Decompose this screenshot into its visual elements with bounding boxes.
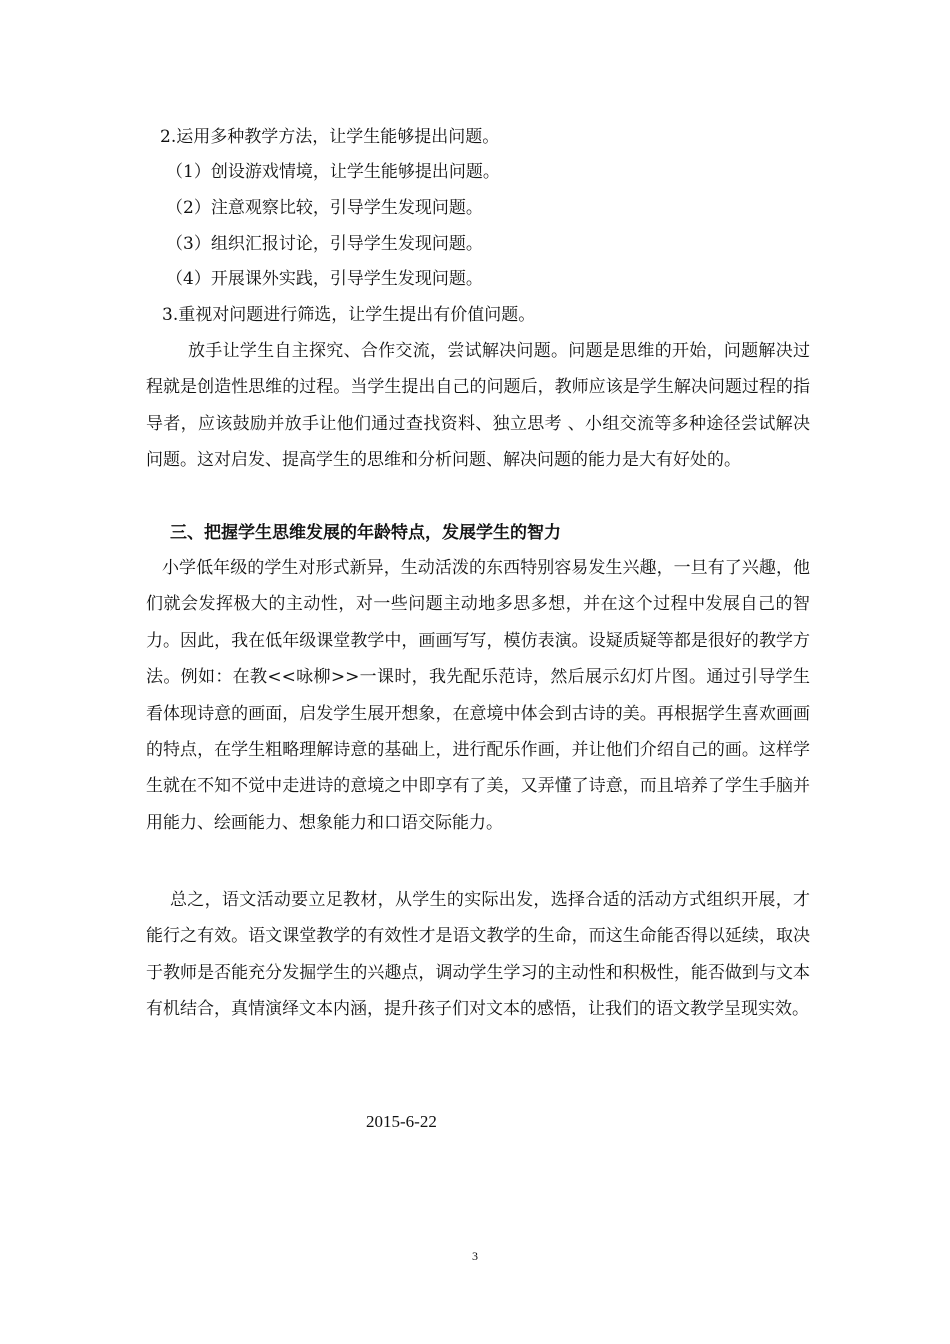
document-date: 2015-6-22 <box>366 1112 437 1131</box>
list-item-2-4: （4）开展课外实践，引导学生发现问题。 <box>166 269 483 289</box>
list-item-3: 3.重视对问题进行筛选，让学生提出有价值问题。 <box>162 305 536 325</box>
list-item-2-1: （1）创设游戏情境，让学生能够提出问题。 <box>166 162 500 182</box>
paragraph-conclusion: 总之，语文活动要立足教材，从学生的实际出发，选择合适的活动方式组织开展，才能行之有效。语文课堂教学的有效性才是语文教学的生命，而这生命能否得以延续，取决于教师是否能充分发掘学生的兴趣点，调动学生学习的主动性和积极性，能否做到与文本有机结合，真情演绎文本内涵，提升孩子们对文本的感悟，让我们的语文教学呈现实效。 <box>146 890 810 1020</box>
list-item-2-2: （2）注意观察比较，引导学生发现问题。 <box>166 198 483 218</box>
page-number: 3 <box>472 1249 478 1263</box>
paragraph-age-characteristics: 小学低年级的学生对形式新异，生动活泼的东西特别容易发生兴趣，一旦有了兴趣，他们就会发挥极大的主动性，对一些问题主动地多思多想，并在这个过程中发展自己的智力。因此，我在低年级课堂教学中，画画写写，模仿表演。设疑质疑等都是很好的教学方法。例如：在教<<咏柳>>一课时，我先配乐范诗，然后展示幻灯片图。通过引导学生看体现诗意的画面，启发学生展开想象，在意境中体会到古诗的美。再根据学生喜欢画画的特点，在学生粗略理解诗意的基础上，进行配乐作画，并让他们介绍自己的画。这样学生就在不知不觉中走进诗的意境之中即享有了美，又弄懂了诗意，而且培养了学生手脑并用能力、绘画能力、想象能力和口语交际能力。 <box>146 558 810 833</box>
list-item-2: 2.运用多种教学方法，让学生能够提出问题。 <box>160 127 500 147</box>
list-item-2-3: （3）组织汇报讨论，引导学生发现问题。 <box>166 234 483 254</box>
paragraph-problem-solving: 放手让学生自主探究、合作交流，尝试解决问题。问题是思维的开始，问题解决过程就是创造性思维的过程。当学生提出自己的问题后，教师应该是学生解决问题过程的指导者，应该鼓励并放手让他们通过查找资料、独立思考 、小组交流等多种途径尝试解决问题。这对启发、提高学生的思维和分析问题、解决问题的能力是大有好处的。 <box>146 341 810 471</box>
section-heading-3: 三、把握学生思维发展的年龄特点，发展学生的智力 <box>170 523 561 543</box>
